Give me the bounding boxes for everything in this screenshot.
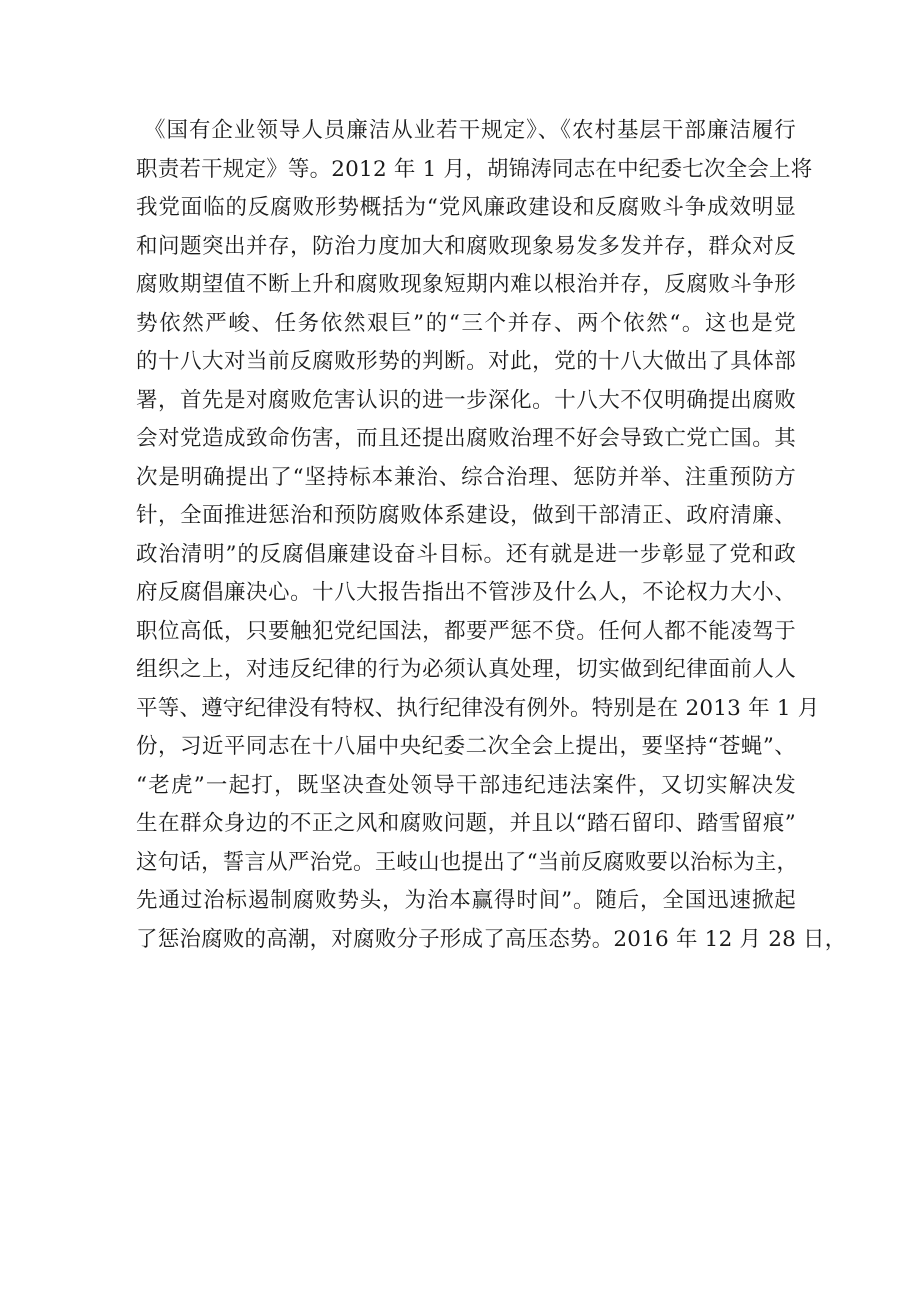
- text-line: 势依然严峻、任务依然艰巨”的“三个并存、两个依然“。这也是党: [136, 310, 796, 336]
- text-line: 先通过治标遏制腐败势头，为治本赢得时间”。随后，全国迅速掀起: [136, 888, 796, 913]
- text-line: 针，全面推进惩治和预防腐败体系建设，做到干部清正、政府清廉、: [136, 503, 796, 528]
- text-line: 次是明确提出了“坚持标本兼治、综合治理、惩防并举、注重预防方: [136, 464, 796, 490]
- body-paragraph: [136, 112, 847, 959]
- text-line: 平等、遵守纪律没有特权、执行纪律没有例外。特别是在 2013 年 1 月: [136, 695, 820, 721]
- text-line: 职位高低，只要触犯党纪国法，都要严惩不贷。任何人都不能凌驾于: [136, 618, 796, 644]
- text-line: 府反腐倡廉决心。十八大报告指出不管涉及什么人，不论权力大小、: [136, 580, 796, 605]
- text-line: 署，首先是对腐败危害认识的进一步深化。十八大不仅明确提出腐败: [136, 387, 796, 413]
- text-line: 职责若干规定》等。2012 年 1 月，胡锦涛同志在中纪委七次全会上将: [136, 156, 813, 182]
- text-line: 政治清明”的反腐倡廉建设奋斗目标。还有就是进一步彰显了党和政: [136, 541, 796, 567]
- text-line: 会对党造成致命伤害，而且还提出腐败治理不好会导致亡党亡国。其: [136, 426, 796, 451]
- text-line: 的十八大对当前反腐败形势的判断。对此，党的十八大做出了具体部: [136, 349, 796, 374]
- text-line: 腐败期望值不断上升和腐败现象短期内难以根治并存，反腐败斗争形: [136, 272, 796, 297]
- text-line: 我党面临的反腐败形势概括为“党风廉政建设和反腐败斗争成效明显: [136, 195, 796, 220]
- text-line: “老虎”一起打，既坚决查处领导干部违纪违法案件，又切实解决发: [136, 772, 796, 798]
- text-line: 份，习近平同志在十八届中央纪委二次全会上提出，要坚持“苍蝇”、: [136, 734, 796, 759]
- text-line: 组织之上，对违反纪律的行为必须认真处理，切实做到纪律面前人人: [136, 657, 796, 682]
- text-line: 《国有企业领导人员廉洁从业若干规定》、《农村基层干部廉洁履行: [144, 118, 796, 143]
- text-line: 了惩治腐败的高潮，对腐败分子形成了高压态势。2016 年 12 月 28 日，: [136, 926, 847, 952]
- text-line: 生在群众身边的不正之风和腐败问题，并且以“踏石留印、踏雪留痕”: [136, 811, 796, 836]
- text-line: 这句话，誓言从严治党。王岐山也提出了“当前反腐败要以治标为主，: [136, 849, 799, 875]
- text-line: 和问题突出并存，防治力度加大和腐败现象易发多发并存，群众对反: [136, 233, 796, 259]
